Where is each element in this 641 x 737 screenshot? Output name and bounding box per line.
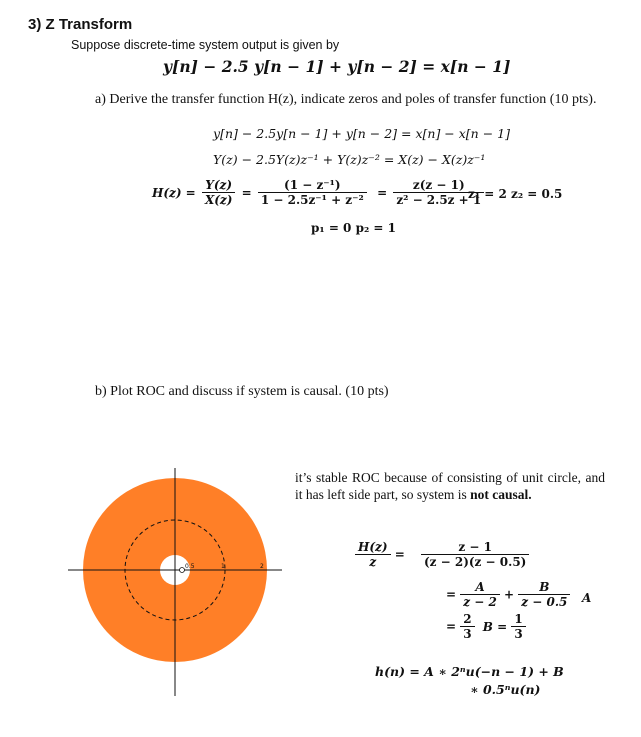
impulse-response-line1: h(n) = A ∗ 2ⁿu(−n − 1) + B [375,664,564,679]
pf-rhs-num: z − 1 [458,540,492,554]
partial-fraction-setup: $\frac{H(z)}{z}$ = $\frac{z - 1}{(z - 2)(z - 0.5)}$ [355,540,529,569]
question-description: Suppose discrete-time system output is given by [71,38,340,52]
a-value [460,612,474,641]
part-a-step2: Y(z) − 2.5Y(z)z⁻¹ + Y(z)z⁻² = X(z) − X(z)z⁻¹ [213,152,486,167]
b-value [511,612,525,641]
a-value-num: 2 [463,612,472,626]
roc-label-one: 1 [221,563,225,570]
tf-frac3-num: z(z − 1) [412,178,465,192]
tf-frac2-num: (1 − z⁻¹) [284,178,341,192]
tf-frac3-den: z² − 2.5z + 1 [393,192,484,207]
pf-term-a [460,580,500,609]
tf-fraction-yx [202,178,235,207]
pf-term-b-den: z − 0.5 [518,594,570,609]
pf-lhs-num: H(z) [358,540,388,554]
b-label: B = [482,619,508,634]
tf-frac1-num: Y(z) [205,178,233,192]
pf-rhs-den: (z − 2)(z − 0.5) [421,554,529,569]
difference-equation: y[n] − 2.5 y[n − 1] + y[n − 2] = x[n − 1] [163,57,511,76]
tf-lhs: H(z) = [152,185,196,200]
poles: p₁ = 0 p₂ = 1 [311,221,396,235]
roc-discussion [295,470,605,503]
pf-term-b [518,580,570,609]
roc-label-two: 2 [260,563,264,570]
roc-discussion-conclusion: not causal. [470,486,532,502]
partial-fraction-values: = $\frac{2}{3}$ B = $\frac{1}{3}$ [446,612,526,641]
pf-lhs-den: z [355,554,391,569]
b-value-num: 1 [514,612,523,626]
question-title: 3) Z Transform [28,16,133,33]
roc-discussion-text: it’s stable ROC because of consisting of unit circle, and it has left side part, so system is [295,470,605,502]
tf-frac1-den: X(z) [202,192,235,207]
partial-fraction-terms: = $\frac{A}{z - 2}$ + $\frac{B}{z - 0.5}$ [446,580,570,609]
pole-marker [180,568,185,573]
tf-frac2-den: 1 − 2.5z⁻¹ + z⁻² [258,192,367,207]
part-a-step1: y[n] − 2.5y[n − 1] + y[n − 2] = x[n] − x[n − 1] [213,126,510,141]
part-b-prompt: b) Plot ROC and discuss if system is causal. (10 pts) [95,384,389,399]
pf-rhs [409,540,529,569]
a-value-den: 3 [460,626,474,641]
zeros: z₁ = 2 z₂ = 0.5 [468,187,563,201]
pf-term-a-num: A [475,580,485,594]
b-value-den: 3 [511,626,525,641]
roc-label-half: 0.5 [185,563,195,570]
pf-term-b-num: B [539,580,550,594]
pf-a-label: A [582,591,592,605]
impulse-response-line2: ∗ 0.5ⁿu(n) [470,682,541,697]
roc-plot [60,468,290,698]
tf-fraction-inverse [258,178,367,207]
pf-term-a-den: z − 2 [460,594,500,609]
transfer-function: H(z) = $\frac{Y(z)}{X(z)}$ = $\frac{\text{(1 − z⁻¹)}}{\text{1 − 2.5z⁻¹ + z⁻²}}$ = $\frac{z(z - 1)}{\text{z² − 2.5z + 1}}$ [150,178,484,207]
pf-lhs [355,540,391,569]
part-a-prompt: a) Derive the transfer function H(z), indicate zeros and poles of transfer function (10 pts). [95,92,597,107]
